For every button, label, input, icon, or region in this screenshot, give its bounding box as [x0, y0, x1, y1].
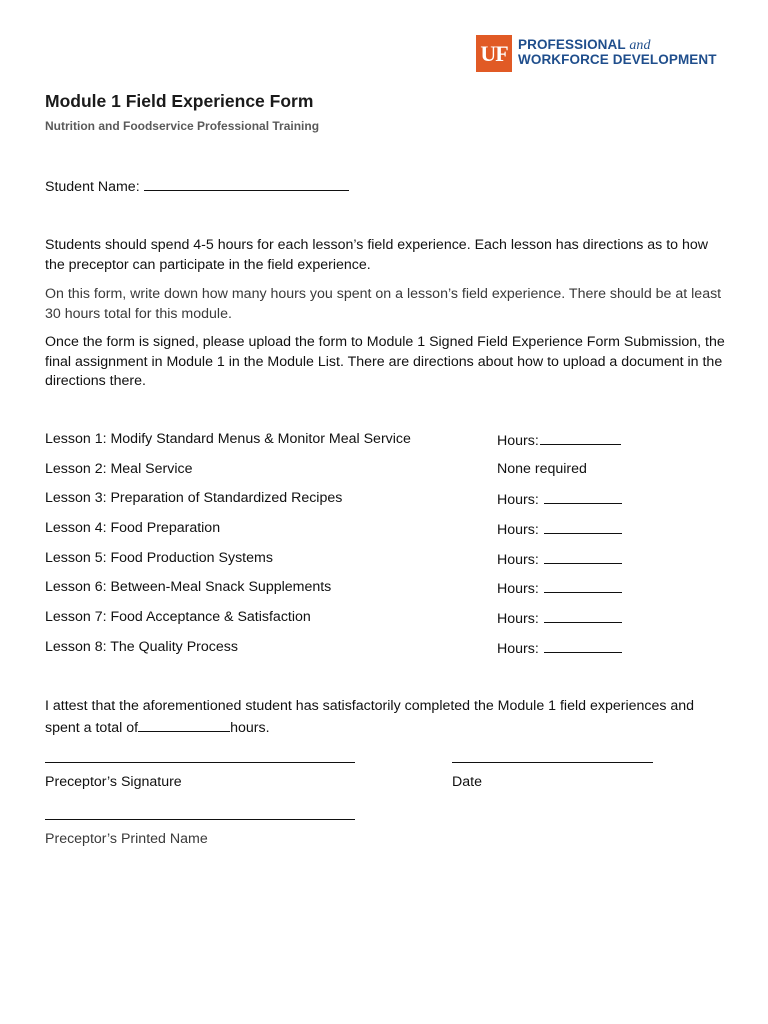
logo-line1-and: and [629, 38, 651, 53]
lesson-hours [497, 578, 622, 600]
attestation-paragraph [45, 697, 725, 738]
lesson-row [45, 519, 645, 539]
preceptor-printed-name-line[interactable] [45, 819, 355, 820]
preceptor-signature-line[interactable] [45, 762, 355, 763]
hours-blank[interactable] [544, 638, 622, 653]
student-name-blank[interactable] [144, 176, 349, 191]
attestation-hours-suffix: hours. [230, 719, 270, 736]
student-name-field [45, 176, 349, 198]
lesson-hours [497, 608, 622, 630]
instruction-paragraph-2: On this form, write down how many hours you spent on a lesson’s field experience. There should be at least 30 hours total for this module. [45, 286, 722, 322]
lesson-label: Lesson 6: Between-Meal Snack Supplements [45, 579, 332, 595]
lesson-hours [497, 489, 622, 511]
hours-blank[interactable] [540, 430, 621, 445]
unit-logo-wordmark [518, 38, 717, 67]
lesson-row [45, 578, 645, 598]
preceptor-printed-name-label: Preceptor’s Printed Name [45, 831, 208, 847]
lesson-label: Lesson 1: Modify Standard Menus & Monitor Meal Service [45, 431, 411, 447]
logo-line1-prefix: PROFESSIONAL [518, 37, 630, 52]
lesson-row [45, 549, 645, 569]
uf-logo-mark: UF [476, 35, 512, 72]
hours-label: Hours: [497, 581, 539, 597]
lesson-label: Lesson 8: The Quality Process [45, 639, 238, 655]
hours-label: Hours: [497, 552, 539, 568]
lesson-row [45, 460, 645, 480]
lesson-label: Lesson 7: Food Acceptance & Satisfaction [45, 609, 311, 625]
hours-label: Hours: [497, 433, 539, 449]
hours-blank[interactable] [544, 608, 622, 623]
hours-blank[interactable] [544, 578, 622, 593]
lesson-row [45, 489, 645, 509]
lesson-label: Lesson 5: Food Production Systems [45, 550, 273, 566]
attestation-text: I attest that the aforementioned student has satisfactorily completed the Module 1 field experiences and spent a total of [45, 698, 695, 736]
lesson-hours [497, 519, 622, 541]
lesson-label: Lesson 3: Preparation of Standardized Recipes [45, 490, 343, 506]
hours-label: Hours: [497, 641, 539, 657]
student-name-label: Student Name: [45, 179, 140, 195]
lesson-label: Lesson 2: Meal Service [45, 461, 193, 477]
lesson-hours [497, 549, 622, 571]
lesson-hours [497, 430, 621, 452]
hours-label: Hours: [497, 492, 539, 508]
date-label: Date [452, 774, 482, 790]
instruction-paragraph-1: Students should spend 4-5 hours for each lesson’s field experience. Each lesson has directions as to how the preceptor can participate in the field experience. [45, 237, 709, 273]
lesson-label: Lesson 4: Food Preparation [45, 520, 221, 536]
hours-label: Hours: [497, 611, 539, 627]
hours-blank[interactable] [544, 549, 622, 564]
lesson-row [45, 430, 645, 450]
page-subtitle: Nutrition and Foodservice Professional Training [45, 119, 320, 133]
hours-blank[interactable] [544, 519, 622, 534]
preceptor-signature-label: Preceptor’s Signature [45, 774, 182, 790]
page-title: Module 1 Field Experience Form [45, 91, 314, 111]
lesson-row [45, 608, 645, 628]
lesson-row [45, 638, 645, 658]
date-line[interactable] [452, 762, 653, 763]
lesson-hours-none-required: None required [497, 461, 587, 477]
hours-blank[interactable] [544, 489, 622, 504]
lesson-hours [497, 638, 622, 660]
total-hours-blank[interactable] [138, 717, 230, 732]
instruction-paragraph-3: Once the form is signed, please upload the form to Module 1 Signed Field Experience Form Submission, the final assignment in Module 1 in the Module List. There are directions about how to upload a document in the directions there. [45, 334, 725, 389]
hours-label: Hours: [497, 522, 539, 538]
logo-line2: WORKFORCE DEVELOPMENT [518, 52, 717, 67]
